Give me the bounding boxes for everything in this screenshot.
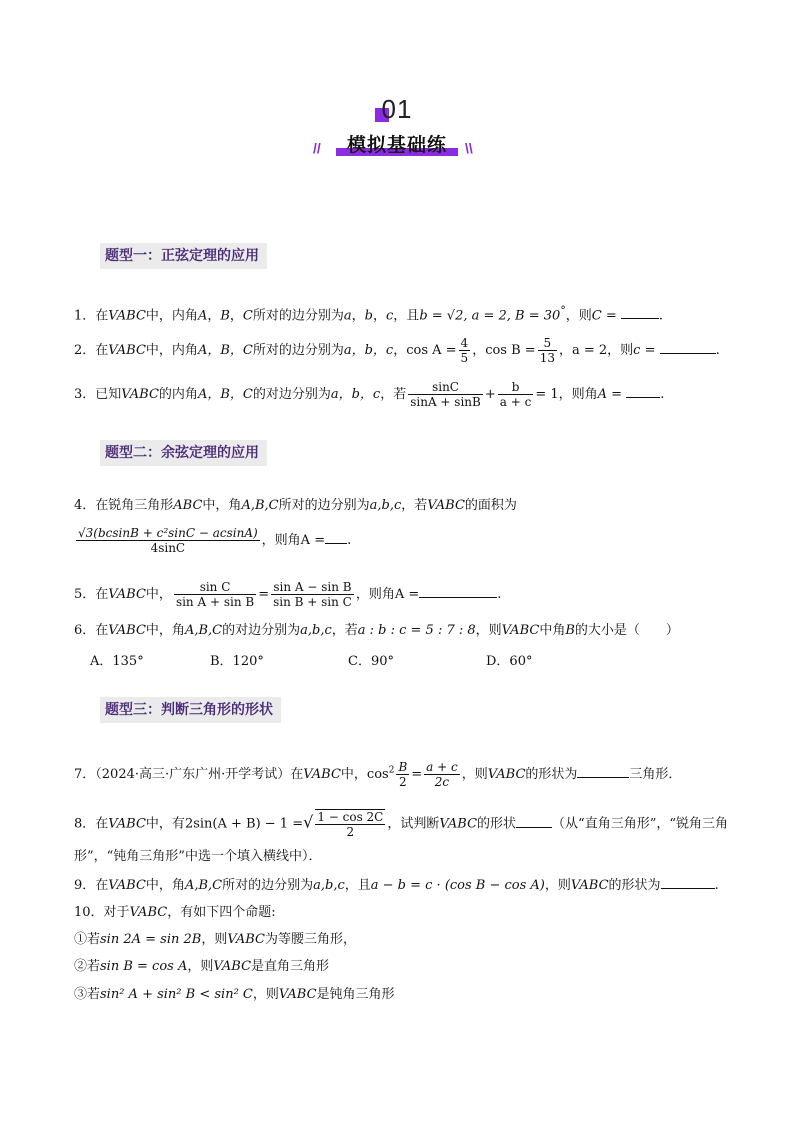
page-title: 模拟基础练 bbox=[346, 135, 447, 156]
section-heading-3: 题型三：判断三角形的形状 bbox=[100, 697, 281, 723]
answer-blank[interactable] bbox=[621, 304, 659, 319]
question-3: 3．已知VABC的内角A，B，C的对边分别为a，b，c，若 $\frac{\sin C}{\sin A + \sin B}$ + $\frac{b}{a + c}$ = 1，则角A = . bbox=[74, 380, 665, 409]
answer-blank[interactable] bbox=[325, 529, 347, 544]
question-1: 1．在VABC中，内角A，B，C所对的边分别为a，b，c，且b = √2, a = 2, B = 30°，则C = . bbox=[74, 304, 664, 324]
question-10: 10．对于VABC，有如下四个命题: bbox=[74, 905, 276, 920]
section-heading-2: 题型二：余弦定理的应用 bbox=[100, 440, 267, 466]
answer-blank[interactable] bbox=[626, 383, 660, 398]
proposition-2: ②若sin B = cos A，则VABC是直角三角形 bbox=[74, 959, 330, 974]
header-slash-right: \\ bbox=[465, 140, 473, 156]
question-4-line-2: $\frac{\text{√3(bcsinB + c²sinC − acsinA)}}{4\sin C}$ ，则角A = . bbox=[78, 526, 352, 555]
fraction: $\frac{\text{sin A − sin B}}{\text{sin B + sin C}}$ bbox=[273, 580, 352, 609]
question-8-line-2: 形”，“钝角三角形”中选一个填入横线中）． bbox=[74, 849, 322, 864]
fraction: $\frac{a + c}{2c}$ bbox=[426, 760, 458, 789]
fraction: $\frac{B}{2}$ bbox=[398, 760, 408, 789]
answer-blank[interactable] bbox=[516, 813, 552, 828]
proposition-1: ①若sin 2A = sin 2B，则VABC为等腰三角形， bbox=[74, 932, 356, 947]
question-8: 8．在VABC中，有2sin(A + B) − 1 =√ $\frac{1 - \cos 2C}{2}$ ，试判断VABC的形状 （从“直角三角形”，“锐角三角 bbox=[74, 810, 728, 839]
question-2: 2．在VABC中，内角A，B，C所对的边分别为a，b，c，cos A = $\frac{4}{5}$ ，cos B = $\frac{5}{13}$ ，a = 2，则c = . bbox=[74, 336, 720, 365]
question-5: 5．在VABC中， $\frac{\text{sin C}}{\text{sin A + sin B}}$ = $\frac{\text{sin A − sin B}}{\text{sin B + sin C}}$ ，则角A = . bbox=[74, 580, 502, 609]
answer-blank[interactable] bbox=[419, 583, 497, 598]
section-heading-1: 题型一：正弦定理的应用 bbox=[100, 243, 267, 269]
fraction: $\frac{5}{13}$ bbox=[539, 336, 555, 365]
question-7: 7．（2024·高三·广东广州·开学考试）在VABC中，$\cos^2$ $\frac{B}{2}$ = $\frac{a + c}{2c}$ ，则VABC的形状为 三角形． bbox=[74, 760, 682, 789]
fraction: $\frac{\text{sin C}}{\text{sin A + sin B}}$ bbox=[175, 580, 255, 609]
answer-blank[interactable] bbox=[661, 874, 715, 889]
option-b[interactable]: B．120° bbox=[210, 654, 264, 669]
option-d[interactable]: D．60° bbox=[486, 654, 533, 669]
fraction: $\frac{4}{5}$ bbox=[460, 336, 469, 365]
option-a[interactable]: A．135° bbox=[90, 654, 144, 669]
question-4: 4．在锐角三角形ABC中，角A,B,C所对的边分别为a,b,c，若VABC的面积为 bbox=[74, 498, 517, 513]
header-number: 01 bbox=[381, 94, 413, 124]
fraction: $\frac{b}{a + c}$ bbox=[499, 380, 532, 409]
question-6: 6．在VABC中，角A,B,C的对边分别为a,b,c，若a : b : c = 5 : 7 : 8，则VABC中角B的大小是（ ） bbox=[74, 623, 679, 638]
option-c[interactable]: C．90° bbox=[348, 654, 394, 669]
fraction: $\frac{1 - \cos 2C}{2}$ bbox=[317, 810, 384, 839]
fraction: $\frac{\sin C}{\sin A + \sin B}$ bbox=[410, 380, 481, 409]
answer-blank[interactable] bbox=[577, 763, 629, 778]
question-9: 9．在VABC中，角A,B,C所对的边分别为a,b,c，且a − b = c · (cos B − cos A)，则VABC的形状为 . bbox=[74, 874, 719, 896]
fraction: $\frac{\text{√3(bcsinB + c²sinC − acsinA)}}{4\sin C}$ bbox=[78, 526, 258, 555]
answer-blank[interactable] bbox=[660, 339, 716, 354]
proposition-3: ③若sin² A + sin² B < sin² C，则VABC是钝角三角形 bbox=[74, 987, 395, 1002]
header-slash-left: // bbox=[313, 140, 321, 156]
